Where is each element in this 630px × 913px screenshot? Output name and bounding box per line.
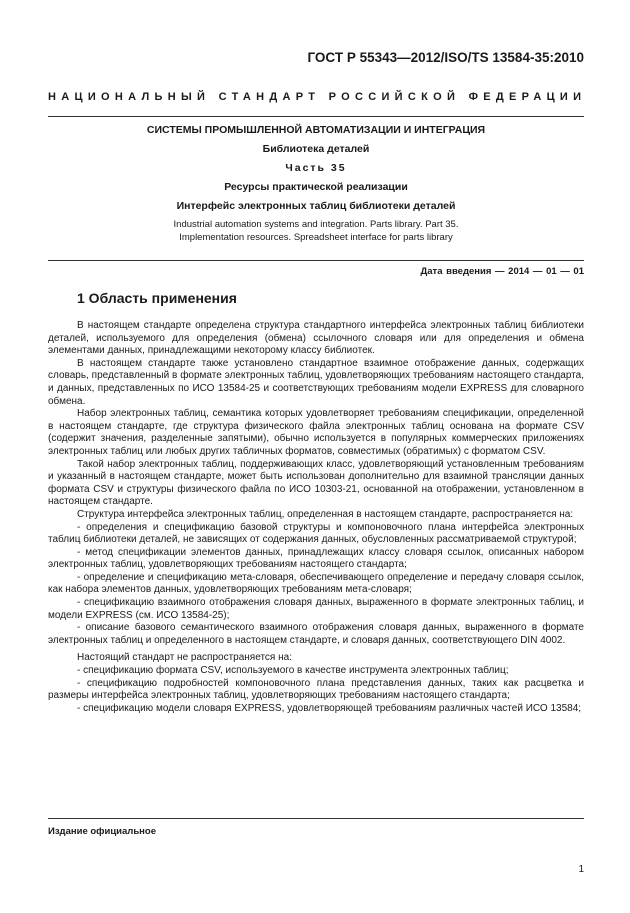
divider-top [48,116,584,117]
paragraph: Структура интерфейса электронных таблиц, определенная в настоящем стандарте, распространяется на: [77,508,574,520]
page-number: 1 [578,864,584,875]
list-item: - метод спецификации элементов данных, принадлежащих классу словаря ссылок, описанных набором электронных таблиц, удовлетворяющих требованиям настоящего стандарта; [48,546,584,571]
edition-label: Издание официальное [48,826,156,837]
section-title: 1 Область применения [77,290,237,306]
paragraph: Такой набор электронных таблиц, поддерживающих класс, удовлетворяющий установленным требованиям и указанный в настоящем стандарте, может быть использован дополнительно для взаимной трансляции данных формата CSV и структуры физического файла по ИСО 10303-21, основанной на отображении, установленном в настоящем стандарте. [48,458,584,508]
title-english [48,219,584,244]
paragraph: В настоящем стандарте определена структура стандартного интерфейса электронных таблиц библиотеки деталей, используемого для определения (обмена) ссылочного словаря или для определения и обмена элементами данных, принадлежащими некоторому классу библиотек. [48,320,584,357]
paragraph: Набор электронных таблиц, семантика которых удовлетворяет требованиям спецификации, определенной в настоящем стандарте, где структура физического файла электронных таблиц основана на формате CSV (содержит значения, разделенные запятыми), обычно используется в популярных коммерческих приложениях электронных таблиц или любых других табличных форматов, совместимых (обратимых) с форматом CSV. [48,408,584,457]
intro-date: Дата введения — 2014 — 01 — 01 [420,266,584,277]
title-part: Часть 35 [285,162,347,174]
title-english-line1: Industrial automation systems and integration. Parts library. Part 35. [173,219,459,230]
divider-title [48,260,584,261]
title-resources: Ресурсы практической реализации [224,181,408,193]
list-item: - спецификацию подробностей компоновочного плана представления данных, таких как расцветка и размеры интерфейса электронных таблиц, удовлетворяющих требованиям настоящего стандарта; [48,677,584,702]
title-interface: Интерфейс электронных таблиц библиотеки деталей [176,200,456,212]
title-library: Библиотека деталей [262,143,370,155]
list-item: - описание базового семантического взаимного отображения словаря данных, выраженного в формате электронных таблиц и определенного в настоящем стандарте, и словаря данных, соответствующего DIN 4002. [48,622,584,646]
list-item: - спецификацию модели словаря EXPRESS, удовлетворяющей требованиям различных частей ИСО 13584; [77,702,582,714]
section-body [48,320,584,715]
list-item: - определение и спецификацию мета-словаря, обеспечивающего определение и передачу словаря ссылок, как набора элементов данных, удовлетворяющих требованиям мета-словаря; [48,571,584,596]
list-item: - определения и спецификацию базовой структуры и компоновочного плана интерфейса электронных таблиц библиотеки деталей, не зависящих от содержания данных, обусловленных рассматриваемой структурой; [48,521,584,546]
national-standard-banner: НАЦИОНАЛЬНЫЙ СТАНДАРТ РОССИЙСКОЙ ФЕДЕРАЦИИ [48,91,587,103]
standard-id: ГОСТ Р 55343—2012/ISO/TS 13584-35:2010 [307,50,584,65]
divider-footer [48,818,584,819]
title-english-line2: Implementation resources. Spreadsheet interface for parts library [179,231,453,243]
paragraph: Настоящий стандарт не распространяется на: [77,652,292,664]
paragraph: В настоящем стандарте также установлено стандартное взаимное отображение данных, содержащих словарь, представленный в формате электронных таблиц, удовлетворяющих требованиям настоящего стандарта, и данных, представленных по ИСО 13584-25 и соответствующих требованиям модели EXPRESS для словарного обмена. [48,357,584,407]
title-block [48,124,584,244]
title-main: СИСТЕМЫ ПРОМЫШЛЕННОЙ АВТОМАТИЗАЦИИ И ИНТЕГРАЦИЯ [146,124,486,136]
list-item: - спецификацию формата CSV, используемого в качестве инструмента электронных таблиц; [77,665,509,677]
list-item: - спецификацию взаимного отображения словаря данных, выраженного в формате электронных таблиц, и модели EXPRESS (см. ИСО 13584-25); [48,597,584,621]
